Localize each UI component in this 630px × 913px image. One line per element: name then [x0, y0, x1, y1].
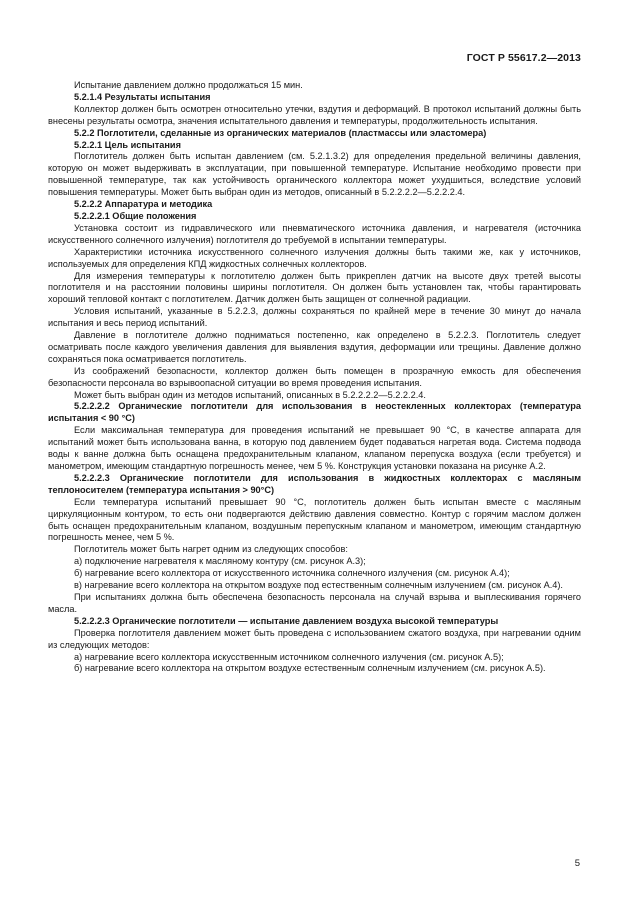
paragraph: Давление в поглотителе должно подниматься постепенно, как определено в 5.2.2.3. Поглотитель следует осматривать после каждого увеличения давления для выявления вздутия, деформации или трещины. Давление должно сохраняться пока осматривается поглотитель.: [48, 330, 581, 364]
paragraph: При испытаниях должна быть обеспечена безопасность персонала на случай взрыва и выплескивания горячего масла.: [48, 591, 581, 614]
section-heading: 5.2.2 Поглотители, сделанные из органических материалов (пластмассы или эластомера): [74, 127, 487, 138]
document-body: [48, 80, 581, 675]
list-item: б) нагревание всего коллектора на открытом воздухе естественным солнечным излучением (см. рисунок А.5).: [74, 663, 546, 674]
section-heading: 5.2.2.2 Аппаратура и методика: [74, 199, 213, 210]
paragraph: Проверка поглотителя давлением может быть проведена с использованием сжатого воздуха, при нагревании одним из следующих методов:: [48, 627, 581, 650]
list-item: а) нагревание всего коллектора искусственным источником солнечного излучения (см. рисунок А.5);: [74, 651, 504, 662]
section-heading: 5.2.2.1 Цель испытания: [74, 139, 181, 150]
paragraph: Поглотитель может быть нагрет одним из следующих способов:: [74, 544, 348, 555]
paragraph: Характеристики источника искусственного солнечного излучения должны быть такими же, как у источников, используемых для определения КПД жидкостных солнечных коллекторов.: [48, 246, 581, 269]
paragraph: Условия испытаний, указанные в 5.2.2.3, должны сохраняться по крайней мере в течение 30 минут до начала испытания и весь период испытаний.: [48, 306, 581, 329]
list-item: а) подключение нагревателя к масляному контуру (см. рисунок А.3);: [74, 556, 366, 567]
section-heading: 5.2.2.2.3 Органические поглотители — испытание давлением воздуха высокой температуры: [74, 615, 499, 626]
document-code: ГОСТ Р 55617.2—2013: [466, 52, 581, 64]
section-heading: 5.2.2.2.2 Органические поглотители для использования в неостекленных коллекторах (температура испытания < 90 °С): [48, 401, 581, 424]
paragraph: Если температура испытаний превышает 90 °С, поглотитель должен быть испытан вместе с масляным циркуляционным контуром, то есть они подвергаются действию давления совместно. Контур с горячим маслом должен быть оснащен предохранительным клапаном, воздушным перепускным клапаном и манометром, имеющим стандартную погрешность менее, чем 5 %.: [48, 496, 581, 543]
paragraph: Из соображений безопасности, коллектор должен быть помещен в прозрачную емкость для обеспечения безопасности персонала во взрывоопасной ситуации во время проведения испытания.: [48, 365, 581, 388]
paragraph: Испытание давлением должно продолжаться 15 мин.: [74, 80, 303, 90]
paragraph: Если максимальная температура для проведения испытаний не превышает 90 °С, в качестве аппарата для испытаний может быть использована ванна, в которую под давлением будет подаваться нагретая вода. Система подвода воды к ванне должна быть оснащена предохранительным клапаном, клапаном перепуска воздуха (если требуется) и манометром, имеющим стандартную погрешность менее, чем 5 %. Конструкция установки показана на рисунке А.2.: [48, 425, 581, 471]
paragraph: Коллектор должен быть осмотрен относительно утечки, вздутия и деформаций. В протокол испытаний должны быть внесены результаты осмотра, значения испытательного давления и температуры, продолжительность испытания.: [48, 103, 581, 126]
paragraph: Поглотитель должен быть испытан давлением (см. 5.2.1.3.2) для определения предельной величины давления, которую он может выдерживать в эксплуатации, при повышенной температуре. Испытание необходимо провести при повышенной температуре, так как устойчивость органического коллектора может ухудшиться, вследствие условий повышения температуры. Может быть выбран один из методов, описанный в 5.2.2.2.2—5.2.2.2.4.: [48, 151, 581, 198]
section-heading: 5.2.2.2.1 Общие положения: [74, 210, 197, 221]
section-heading: 5.2.2.2.3 Органические поглотители для использования в жидкостных коллекторах с масляным теплоносителем (температура испытания > 90°С): [48, 472, 581, 495]
page-number: 5: [574, 858, 580, 869]
list-item: в) нагревание всего коллектора на открытом воздухе под естественным солнечным излучением (см. рисунок А.4).: [74, 580, 563, 591]
paragraph: Для измерения температуры к поглотителю должен быть прикреплен датчик на высоте двух третей высоты поглотителя и на расстоянии половины ширины поглотителя. Он должен быть установлен так, чтобы гарантировать хороший тепловой контакт с поглотителем. Датчик должен быть защищен от солнечной радиации.: [48, 270, 581, 305]
section-heading: 5.2.1.4 Результаты испытания: [74, 91, 211, 102]
paragraph: Установка состоит из гидравлического или пневматического источника давления, и нагревателя (источника искусственного солнечного излучения) поглотителя до требуемой в испытании температуры.: [48, 222, 581, 245]
paragraph: Может быть выбран один из методов испытаний, описанных в 5.2.2.2.2—5.2.2.2.4.: [74, 389, 426, 400]
list-item: б) нагревание всего коллектора от искусственного источника солнечного излучения (см. рисунок А.4);: [74, 568, 510, 579]
